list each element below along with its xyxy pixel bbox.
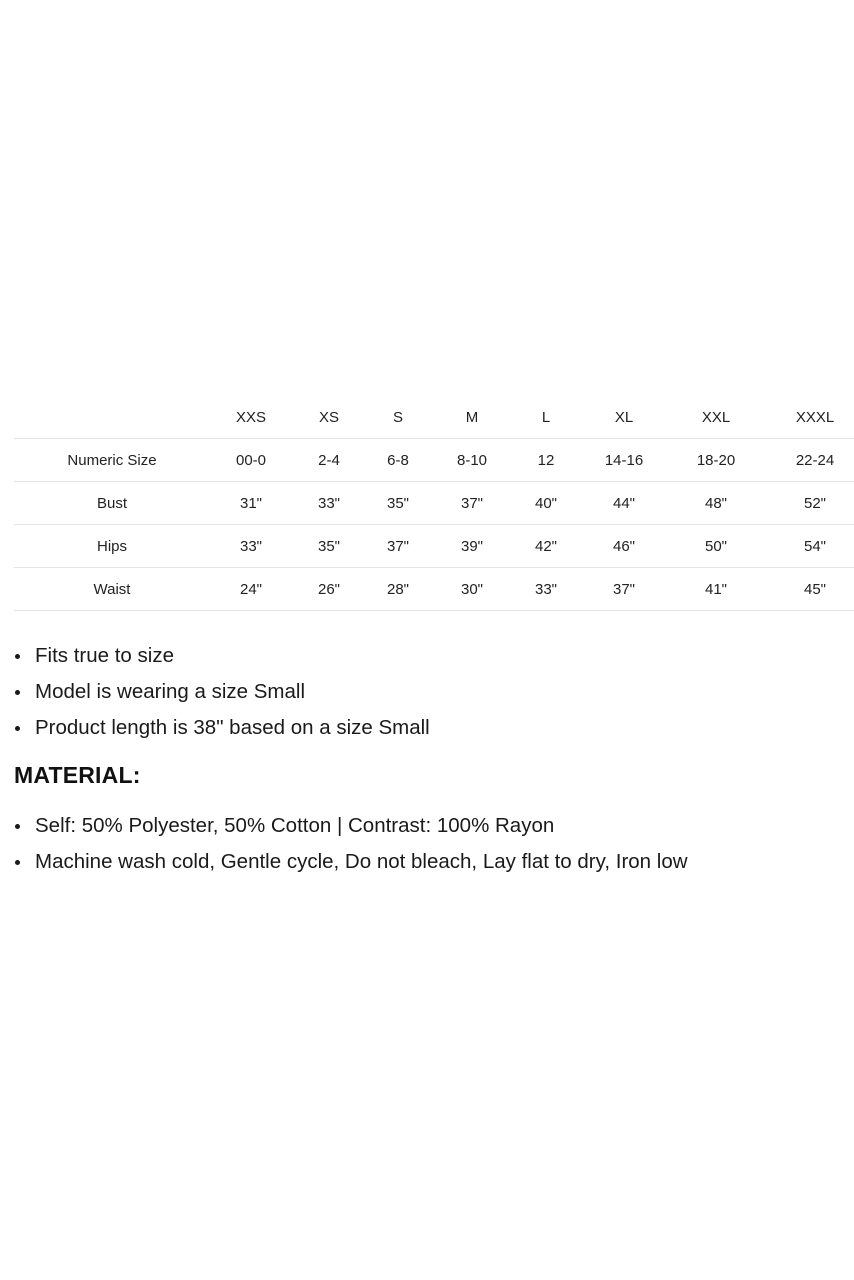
table-cell: 18-20 xyxy=(696,451,736,469)
table-cell: 33" xyxy=(317,494,340,512)
bullet-icon xyxy=(15,654,20,659)
header-cell-xxl: XXL xyxy=(701,408,731,426)
table-cell: 6-8 xyxy=(387,451,409,469)
bullet-icon xyxy=(15,824,20,829)
table-cell: 00-0 xyxy=(235,451,267,469)
table-cell: 54" xyxy=(803,537,826,555)
table-cell: 52" xyxy=(803,494,826,512)
header-cell-xxs: XXS xyxy=(235,408,266,426)
header-cell-xl: XL xyxy=(614,408,634,426)
table-cell: 14-16 xyxy=(604,451,644,469)
table-row-hips xyxy=(14,525,854,568)
table-row-bust xyxy=(14,482,854,525)
fit-note-text: Model is wearing a size Small xyxy=(35,680,306,703)
header-cell-xxxl: XXXL xyxy=(795,408,835,426)
header-cell-m: M xyxy=(465,408,479,426)
table-cell: 41" xyxy=(704,580,727,598)
table-cell: 31" xyxy=(239,494,262,512)
material-item-text: Machine wash cold, Gentle cycle, Do not bleach, Lay flat to dry, Iron low xyxy=(35,850,688,873)
table-cell: 8-10 xyxy=(456,451,488,469)
row-label: Hips xyxy=(96,537,127,555)
table-row-numeric-size xyxy=(14,439,854,482)
list-item xyxy=(14,638,430,674)
table-cell: 28" xyxy=(386,580,409,598)
bullet-icon xyxy=(15,860,20,865)
table-cell: 26" xyxy=(317,580,340,598)
table-cell: 46" xyxy=(612,537,635,555)
table-cell: 50" xyxy=(704,537,727,555)
table-cell: 39" xyxy=(460,537,483,555)
material-list xyxy=(14,808,688,880)
table-cell: 44" xyxy=(612,494,635,512)
size-header-row xyxy=(14,396,854,439)
table-cell: 35" xyxy=(317,537,340,555)
table-cell: 45" xyxy=(803,580,826,598)
table-cell: 40" xyxy=(534,494,557,512)
table-cell: 37" xyxy=(386,537,409,555)
table-cell: 33" xyxy=(239,537,262,555)
table-cell: 37" xyxy=(460,494,483,512)
table-cell: 2-4 xyxy=(318,451,340,469)
table-cell: 22-24 xyxy=(795,451,835,469)
row-label: Waist xyxy=(93,580,131,598)
table-cell: 24" xyxy=(239,580,262,598)
row-label: Numeric Size xyxy=(67,451,157,469)
table-cell: 33" xyxy=(534,580,557,598)
table-cell: 35" xyxy=(386,494,409,512)
header-cell-empty xyxy=(14,396,210,439)
bullet-icon xyxy=(15,726,20,731)
list-item xyxy=(14,674,430,710)
table-cell: 42" xyxy=(534,537,557,555)
header-cell-xs: XS xyxy=(318,408,339,426)
list-item xyxy=(14,844,688,880)
material-heading: MATERIAL: xyxy=(14,762,141,788)
bullet-icon xyxy=(15,690,20,695)
table-cell: 30" xyxy=(460,580,483,598)
fit-notes-list xyxy=(14,638,430,746)
size-chart-table xyxy=(14,396,854,611)
list-item xyxy=(14,808,688,844)
row-label: Bust xyxy=(96,494,127,512)
table-row-waist xyxy=(14,568,854,611)
list-item xyxy=(14,710,430,746)
fit-note-text: Product length is 38" based on a size Small xyxy=(35,716,430,739)
header-cell-s: S xyxy=(392,408,403,426)
table-cell: 12 xyxy=(537,451,555,469)
table-cell: 48" xyxy=(704,494,727,512)
header-cell-l: L xyxy=(541,408,551,426)
table-cell: 37" xyxy=(612,580,635,598)
fit-note-text: Fits true to size xyxy=(35,644,174,667)
material-item-text: Self: 50% Polyester, 50% Cotton | Contrast: 100% Rayon xyxy=(35,814,555,837)
